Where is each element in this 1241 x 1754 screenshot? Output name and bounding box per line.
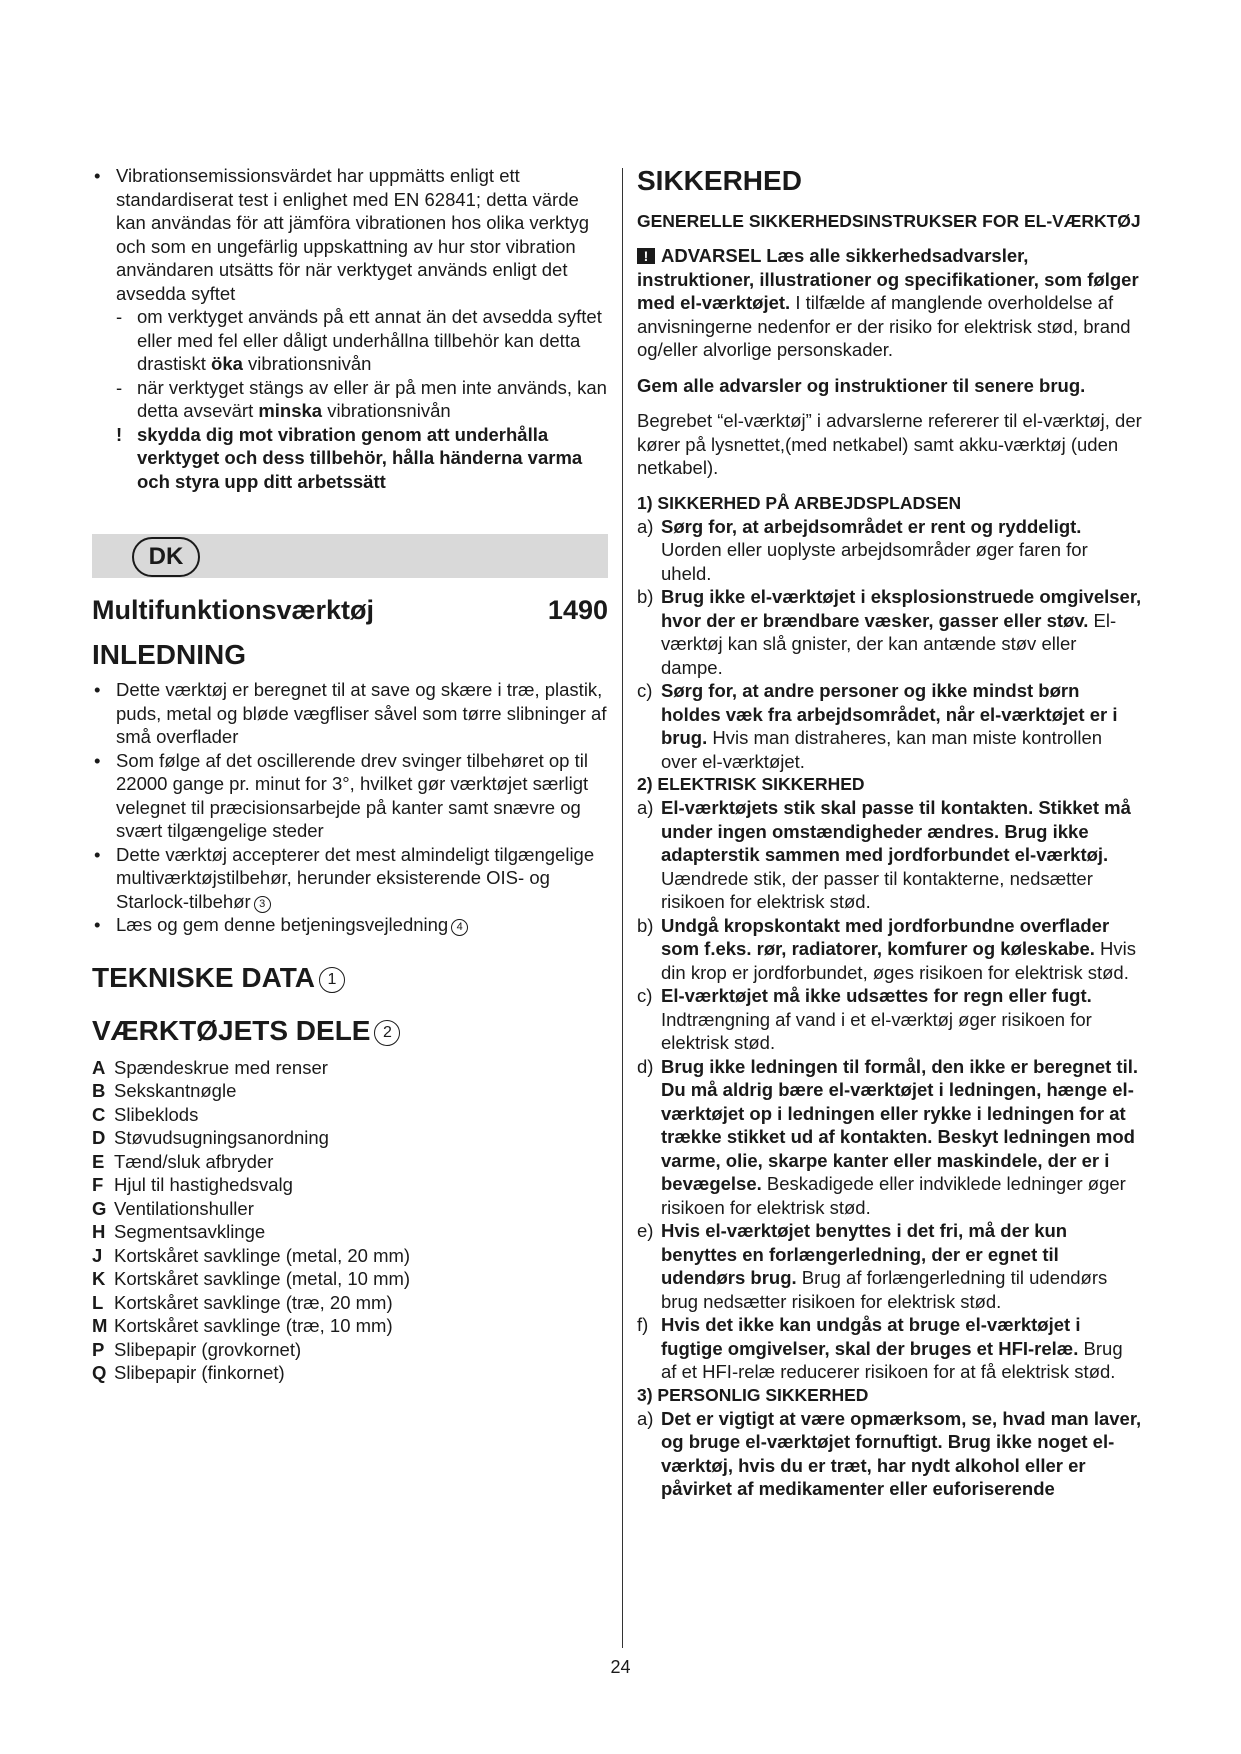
part-label: Kortskåret savklinge (træ, 10 mm) (114, 1315, 393, 1336)
product-number: 1490 (547, 595, 608, 625)
warning-icon (637, 248, 655, 264)
product-title (92, 594, 608, 626)
parts-list (92, 1056, 608, 1385)
section-3-heading: 3) PERSONLIG SIKKERHED (637, 1384, 869, 1405)
parts-list-item (92, 1220, 608, 1244)
parts-list-item (92, 1361, 608, 1385)
section-2-heading: 2) ELEKTRISK SIKKERHED (637, 774, 865, 794)
parts-list-item (92, 1150, 608, 1174)
vibration-dash-1: - om verktyget används på ett annat än det avsedda syftet eller med fel eller dåligt underhållna tillbehör kan detta drastiskt öka vibrationsnivån (92, 305, 608, 376)
parts-list-item (92, 1103, 608, 1127)
save-note: Gem alle advarsler og instruktioner til senere brug. (637, 374, 1086, 396)
part-label: Spændeskrue med renser (114, 1056, 328, 1078)
section-2-item-c: c) El-værktøjet må ikke udsættes for regn eller fugt. Indtrængning af vand i et el-værktøj øger risikoen for elektrisk stød. (637, 985, 1092, 1053)
tech-data-heading: TEKNISKE DATA 1 (92, 961, 608, 995)
figure-ref: 3 (254, 896, 271, 913)
vibration-warning: ! skydda dig mot vibration genom att underhålla verktyget och dess tillbehör, hålla händerna varma och styra upp ditt arbetssätt (92, 423, 608, 494)
part-key: B (92, 1080, 106, 1101)
section-2-item-b: b) Undgå kropskontakt med jordforbundne overflader som f.eks. rør, radiatorer, komfurer og køleskabe. Hvis din krop er jordforbundet, øges risikoen for elektrisk stød. (637, 914, 1137, 983)
intro-bullet: • Læs og gem denne betjeningsvejledning 4 (92, 913, 608, 937)
part-label: Kortskåret savklinge (metal, 20 mm) (114, 1244, 411, 1266)
figure-ref: 1 (319, 967, 345, 993)
part-key: Q (92, 1362, 107, 1383)
parts-heading: VÆRKTØJETS DELE 2 (92, 1014, 608, 1048)
parts-list-item (92, 1197, 608, 1221)
product-name: Multifunktionsværktøj (92, 595, 374, 625)
term-note: Begrebet “el-værktøj” i advarslerne refererer til el-værktøj, der kører på lysnettet,(med netkabel) samt akku-værktøj (uden netkabel). (637, 410, 1142, 478)
language-badge: DK (132, 537, 200, 577)
figure-ref: 4 (451, 919, 468, 936)
parts-list-item (92, 1079, 608, 1103)
page-number: 24 (610, 1657, 631, 1677)
parts-list-item (92, 1244, 608, 1268)
section-2-item-d: d) Brug ikke ledningen til formål, den ikke er beregnet til. Du må aldrig bære el-værktøjet i ledningen, hænge el-værktøjet op i ledningen eller rykke i ledningen for at trække stikket ud af kontakten. Beskyt ledningen mod varme, olie, skarpe kanter eller maskindele, der er i bevægelse. Beskadigede eller indviklede ledninger øger risikoen for elektrisk stød. (637, 1055, 1138, 1218)
section-1-heading: 1) SIKKERHED PÅ ARBEJDSPLADSEN (637, 492, 962, 513)
part-key: C (92, 1103, 106, 1125)
part-label: Slibeklods (114, 1103, 199, 1125)
parts-list-item (92, 1291, 608, 1315)
intro-bullet: • Dette værktøj accepterer det mest almindeligt tilgængelige multiværktøjstilbehør, herunder eksisterende OIS- og Starlock-tilbehør 3 (92, 843, 608, 914)
safety-subheading: GENERELLE SIKKERHEDSINSTRUKSER FOR EL-VÆRKTØJ (637, 211, 1141, 231)
parts-list-item (92, 1338, 608, 1362)
section-1-item-c: c) Sørg for, at andre personer og ikke mindst børn holdes væk fra arbejdsområdet, når el-værktøjet er i brug. Hvis man distraheres, kan man miste kontrollen over el-værktøjet. (637, 680, 1118, 772)
part-label: Segmentsavklinge (114, 1221, 266, 1242)
intro-bullet: • Som følge af det oscillerende drev svinger tilbehøret op til 22000 gange pr. minut for 3°, hvilket gør værktøjet særligt velegnet til præcisionsarbejde på kanter samt snævre og svært tilgængelige steder (92, 749, 608, 843)
part-label: Slibepapir (finkornet) (114, 1362, 285, 1383)
language-bar (92, 534, 608, 578)
part-label: Hjul til hastighedsvalg (114, 1174, 293, 1195)
section-2-item-a: a) El-værktøjets stik skal passe til kontakten. Stikket må under ingen omstændigheder ændres. Brug ikke adapterstik sammen med jordforbundet el-værktøj. Uændrede stik, der passer til kontakterne, nedsætter risikoen for elektrisk stød. (637, 797, 1131, 912)
part-label: Tænd/sluk afbryder (114, 1150, 274, 1172)
part-key: L (92, 1291, 104, 1313)
vibration-dash-2: - när verktyget stängs av eller är på men inte används, kan detta avsevärt minska vibrationsnivån (92, 376, 608, 423)
parts-list-item (92, 1267, 608, 1291)
figure-ref: 2 (374, 1020, 400, 1046)
section-2-item-f: f) Hvis det ikke kan undgås at bruge el-værktøjet i fugtige omgivelser, skal der bruges et HFI-relæ. Brug af et HFI-relæ reducerer risikoen for at få elektrisk stød. (637, 1314, 1123, 1382)
section-3-item-a: a) Det er vigtigt at være opmærksom, se, hvad man laver, og bruge el-værktøjet fornuftigt. Brug ikke noget el-værktøj, hvis du er træt, har nydt alkohol eller er påvirket af medikamenter eller euforiserende (637, 1407, 1142, 1499)
intro-heading: INLEDNING (92, 639, 246, 670)
parts-list-item (92, 1126, 608, 1150)
part-key: H (92, 1221, 106, 1242)
section-1-item-a: a) Sørg for, at arbejdsområdet er rent og ryddeligt. Uorden eller uoplyste arbejdsområder øger faren for uheld. (637, 515, 1088, 584)
part-label: Sekskantnøgle (114, 1080, 237, 1101)
part-label: Slibepapir (grovkornet) (114, 1338, 302, 1360)
intro-list (92, 678, 608, 937)
part-key: D (92, 1127, 106, 1148)
intro-bullet: • Dette værktøj er beregnet til at save og skære i træ, plastik, puds, metal og bløde vægfliser såvel som tørre slibninger af små overflader (92, 678, 608, 749)
warning-paragraph: !ADVARSEL Læs alle sikkerhedsadvarsler, instruktioner, illustrationer og specifikationer, som følger med el-værktøjet. I tilfælde af manglende overholdelse af anvisningerne nedenfor er der risiko for elektrisk stød, brand og/eller alvorlige personskader. (637, 244, 1142, 362)
part-label: Støvudsugningsanordning (114, 1127, 329, 1148)
parts-list-item (92, 1056, 608, 1080)
part-label: Kortskåret savklinge (metal, 10 mm) (114, 1268, 411, 1289)
part-key: P (92, 1338, 105, 1360)
section-2-item-e: e) Hvis el-værktøjet benyttes i det fri, må der kun benyttes en forlængerledning, der er egnet til udendørs brug. Brug af forlængerledning til udendørs brug nedsætter risikoen for elektrisk stød. (637, 1220, 1108, 1312)
column-divider (622, 168, 623, 1648)
safety-heading: SIKKERHED (637, 165, 802, 196)
section-1-item-b: b) Brug ikke el-værktøjet i eksplosionstruede omgivelser, hvor der er brændbare væsker, gasser eller støv. El-værktøj kan slå gnister, der kan antænde støv eller dampe. (637, 586, 1142, 678)
part-label: Ventilationshuller (114, 1197, 254, 1219)
part-label: Kortskåret savklinge (træ, 20 mm) (114, 1291, 393, 1313)
part-key: K (92, 1268, 106, 1289)
part-key: E (92, 1150, 105, 1172)
part-key: M (92, 1315, 108, 1336)
parts-list-item (92, 1314, 608, 1338)
parts-list-item (92, 1173, 608, 1197)
part-key: A (92, 1056, 106, 1078)
vibration-bullet: • Vibrationsemissionsvärdet har uppmätts enligt ett standardiserat test i enlighet med EN 62841; detta värde kan användas för att jämföra vibrationen hos olika verktyg och som en ungefärlig uppskattning av hur stor vibration användaren utsätts för när verktyget används enligt det avsedda syftet (92, 164, 608, 305)
right-column (637, 164, 1142, 1501)
part-key: J (92, 1244, 103, 1266)
left-column (92, 164, 608, 1385)
part-key: F (92, 1174, 104, 1195)
part-key: G (92, 1197, 107, 1219)
